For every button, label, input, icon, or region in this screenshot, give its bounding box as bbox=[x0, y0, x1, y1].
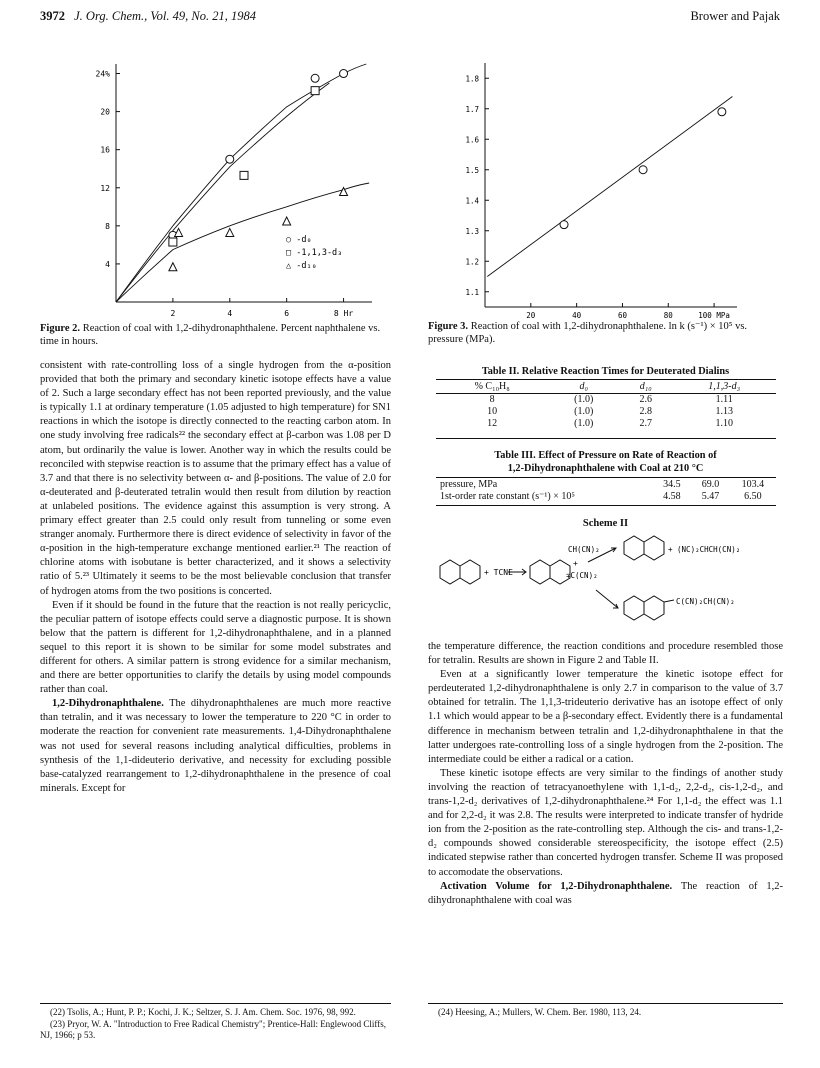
table-3-bottom-rule bbox=[436, 505, 776, 506]
scheme-product-1: + (NC)₂CHCH(CN)₂ bbox=[668, 545, 741, 554]
fit-line bbox=[487, 97, 732, 277]
table-2-header: d₁₀ bbox=[639, 381, 652, 392]
intermediate-ring bbox=[530, 560, 550, 584]
right-column-text bbox=[428, 640, 783, 908]
x-tick-label: 40 bbox=[572, 311, 582, 320]
table-cell: 2.8 bbox=[639, 406, 652, 417]
y-tick-label: 1.3 bbox=[465, 226, 479, 236]
scheme-2-title: Scheme II bbox=[582, 518, 629, 529]
table-row bbox=[436, 406, 776, 418]
page-authors: Brower and Pajak bbox=[690, 9, 780, 23]
section-heading-activation-volume: Activation Volume for 1,2-Dihydronaphthalene. bbox=[440, 880, 673, 892]
page-number: 3972 bbox=[40, 9, 65, 23]
table-3-title-line-2: 1,2-Dihydronaphthalene with Coal at 210 °C bbox=[507, 463, 704, 474]
figure-3-caption-text: Reaction of coal with 1,2-dihydronaphthalene. ln k (s⁻¹) × 10⁵ vs. pressure (MPa). bbox=[428, 321, 748, 345]
product-ring bbox=[644, 596, 664, 620]
y-tick-label: 1.4 bbox=[465, 196, 479, 206]
x-tick-label: 100 MPa bbox=[698, 311, 730, 320]
figure-2-caption-label: Figure 2. bbox=[40, 323, 81, 334]
table-2-bottom-rule bbox=[436, 438, 776, 439]
table-2-header-row bbox=[436, 381, 776, 393]
table-cell: 1.11 bbox=[715, 394, 733, 405]
y-tick-label: 1.1 bbox=[465, 287, 479, 297]
table-cell: 103.4 bbox=[741, 479, 765, 490]
table-cell: 4.58 bbox=[663, 491, 681, 502]
figure-2-chart bbox=[60, 52, 390, 324]
legend-entry: ○ -d₀ bbox=[286, 235, 312, 245]
y-tick-label: 1.6 bbox=[465, 135, 479, 145]
legend-entry: □ -1,1,3-d₃ bbox=[286, 248, 343, 258]
x-tick-label: 20 bbox=[526, 311, 536, 320]
data-point bbox=[169, 263, 177, 271]
product-ring bbox=[644, 536, 664, 560]
table-2-header: 1,1,3-d₃ bbox=[708, 381, 741, 392]
scheme-product-2: C(CN)₂CH(CN)₂ bbox=[676, 597, 735, 606]
journal-citation: J. Org. Chem., Vol. 49, No. 21, 1984 bbox=[74, 9, 256, 23]
figure-3-caption bbox=[428, 320, 783, 346]
table-2 bbox=[436, 381, 776, 430]
table-cell: 2.6 bbox=[639, 394, 652, 405]
footnote-24: (24) Heesing, A.; Mullers, W. Chem. Ber. 1980, 113, 24. bbox=[438, 1007, 642, 1017]
y-tick-label: 24% bbox=[95, 69, 110, 79]
table-cell: 10 bbox=[487, 406, 498, 417]
y-tick-label: 1.7 bbox=[465, 104, 479, 114]
table-cell: 34.5 bbox=[663, 479, 681, 490]
table-row bbox=[436, 479, 776, 491]
product-ring bbox=[624, 536, 644, 560]
data-point bbox=[226, 228, 234, 236]
y-tick-label: 4 bbox=[105, 259, 110, 269]
figure-3-chart bbox=[455, 55, 755, 320]
table-cell: (1.0) bbox=[574, 418, 594, 429]
table-cell: 69.0 bbox=[701, 479, 720, 490]
y-tick-label: 1.8 bbox=[465, 74, 479, 84]
table-cell: 6.50 bbox=[744, 491, 762, 502]
y-tick-label: 8 bbox=[105, 221, 110, 231]
product-ring bbox=[624, 596, 644, 620]
data-point bbox=[718, 108, 726, 116]
data-point bbox=[639, 166, 647, 174]
reactant-ring bbox=[440, 560, 460, 584]
table-cell: 5.47 bbox=[701, 491, 720, 502]
fitted-curve bbox=[116, 183, 369, 302]
table-cell: 1.13 bbox=[715, 406, 733, 417]
table-2-title: Table II. Relative Reaction Times for Deuterated Dialins bbox=[481, 366, 730, 377]
table-cell: 12 bbox=[487, 418, 498, 429]
table-cell: 8 bbox=[489, 394, 495, 405]
footnote-rule-right bbox=[428, 1003, 783, 1004]
x-tick-label: 6 bbox=[284, 309, 290, 318]
x-tick-label: 60 bbox=[617, 311, 627, 320]
table-row bbox=[436, 418, 776, 430]
table-3-title bbox=[428, 449, 783, 475]
left-paragraph-3-body: The dihydronaphthalenes are much more reactive than tetralin, and it was necessary to lower the temperature to 220 °C in order to moderate the reaction for convenient rate measurements. 1,4-Dihydronaphthalene was not used for several reasons including analytical difficulties, problems in synthesis of the 1,1-dideuterio derivative, and necessity for excluding possible base-catalyzed rearrangement to 1,2-dihydronaphthalene in the presence of coal minerals. Except for bbox=[40, 698, 391, 794]
data-point bbox=[560, 221, 568, 229]
footnotes-left bbox=[40, 1007, 391, 1042]
figure-2-caption-text: Reaction of coal with 1,2-dihydronaphthalene. Percent naphthalene vs. time in hours. bbox=[40, 323, 381, 347]
x-tick-label: 80 bbox=[663, 311, 673, 320]
table-3 bbox=[436, 479, 776, 503]
y-tick-label: 1.5 bbox=[465, 165, 479, 175]
x-tick-label: 8 Hr bbox=[333, 309, 354, 318]
scheme-c-cn2: ∓C(CN)₂ bbox=[566, 571, 598, 580]
footnote-23: (23) Pryor, W. A. "Introduction to Free Radical Chemistry"; Prentice-Hall: Englewood Cliffs, NJ, 1966; p 53. bbox=[40, 1018, 387, 1040]
table-3-title-line-1: Table III. Effect of Pressure on Rate of Reaction of bbox=[494, 450, 717, 461]
substituent-bond bbox=[664, 600, 674, 602]
y-tick-label: 1.2 bbox=[465, 257, 479, 267]
table-cell: pressure, MPa bbox=[440, 479, 498, 490]
table-cell: 1st-order rate constant (s⁻¹) × 10⁵ bbox=[440, 491, 575, 502]
reaction-arrow bbox=[596, 590, 618, 608]
table-row bbox=[436, 394, 776, 406]
footnote-rule-left bbox=[40, 1003, 391, 1004]
scheme-plus: + bbox=[573, 559, 578, 568]
figure-2-caption bbox=[40, 322, 385, 348]
table-2-header: d₀ bbox=[579, 381, 588, 392]
table-2-top-rule bbox=[436, 379, 776, 380]
left-paragraph-1: consistent with rate-controlling loss of a single hydrogen from the α-position provided that both the primary and secondary kinetic isotope effects have a value of 2. Such a large secondary effect has not been reported previously, and the value is typically 1.1 at ordinary temperature (1.05 adjusted to high temperature) for SN1 reactions in which the isotope is directly connected to the reacting carbon atom. In one study involving free radicals²² the secondary effect at β-carbon was 1.08 per D atom, but ordinarily the value is lower. Another way in which the results could be reconciled with stepwise reaction is to assume that the primary effect has a value of 3.7 and that there is no selectivity between α- and β-positions. The value of 2.0 for α-deuterated and β-deuterated tetralin would then result from dilution by reaction at unlabeled positions. The evidence against this assumption is very strong. A primary effect greater than 2.5 could only result from tunneling or some even stranger anomaly. Furthermore there is direct evidence of selectivity in favor of the α-position in the high-temperature exchange mentioned earlier.²¹ The reaction of chlorine atoms with isobutane is better characterized, and it shows a selectivity ratio of 5.²³ Ultimately it seems to be the most believable conclusion that transfer of hydrogen atoms from the two positions is concerted. bbox=[40, 360, 391, 597]
table-2-header: % C₁₀H₈ bbox=[474, 381, 510, 392]
legend-entry: △ -d₁₀ bbox=[286, 261, 317, 271]
section-heading-dihydronaphthalene: 1,2-Dihydronaphthalene. bbox=[52, 698, 164, 710]
x-tick-label: 4 bbox=[227, 309, 233, 318]
right-paragraph-2: Even at a significantly lower temperature the kinetic isotope effect for perdeuterated 1,2-dihydronaphthalene is only 2.7 in comparison to the value of 3.7 obtained for tetralin. The 1,1,3-trideuterio derivative has an isotope effect of only 1.1 which would appear to be a β-secondary effect. Evidently there is a fundamental difference in mechanism between tetralin and 1,2-dihydronaphthalene in that the latter undergoes rate-controlling loss of a single hydrogen from the 2-position. The intermediate could be either a radical or a cation. bbox=[428, 669, 783, 765]
data-point bbox=[226, 155, 234, 163]
right-paragraph-4 bbox=[428, 880, 783, 908]
data-point bbox=[240, 171, 248, 179]
y-tick-label: 20 bbox=[100, 107, 110, 117]
left-paragraph-2: Even if it should be found in the future that the reaction is not really pericyclic, the peculiar pattern of isotope effects could serve a diagnostic purpose. It is shown below that the pattern is different for 1,2-dihydronaphthalene, and in a planned sequel to this report it is shown to be similar for some model substrates and different for others. A similar pattern is strong evidence for a similar mechanism, and there are better opportunities to clarify the details by using model compounds rather than coal. bbox=[40, 599, 391, 696]
right-paragraph-1: the temperature difference, the reaction conditions and procedure resembled those for tetralin. Results are shown in Figure 2 and Table II. bbox=[428, 641, 783, 667]
x-tick-label: 2 bbox=[170, 309, 176, 318]
page-header-left bbox=[40, 9, 256, 24]
figure-3-caption-label: Figure 3. bbox=[428, 321, 469, 332]
table-cell: (1.0) bbox=[574, 394, 594, 405]
scheme-ch-cn2: CH(CN)₂ bbox=[568, 545, 600, 554]
y-tick-label: 12 bbox=[100, 183, 110, 193]
table-3-top-rule bbox=[436, 477, 776, 478]
left-paragraph-3 bbox=[40, 697, 391, 796]
right-paragraph-4-body: The reaction of 1,2-dihydronaphthalene with coal was bbox=[428, 880, 783, 906]
left-column-text bbox=[40, 359, 391, 796]
data-point bbox=[169, 238, 177, 246]
table-cell: 1.10 bbox=[715, 418, 733, 429]
data-point bbox=[283, 217, 291, 225]
footnotes-right bbox=[428, 1007, 783, 1019]
table-cell: (1.0) bbox=[574, 406, 594, 417]
right-paragraph-3: These kinetic isotope effects are very similar to the findings of another study involving the reaction of tetracyanoethylene with 1,1-d₂, 2,2-d₂, cis-1,2-d₂, and trans-1,2-d₂ derivatives of 1,2-dihydronaphthalene.²⁴ For 1,1-d₂ the effect was 1.1 and for 2,2-d₂ it was 2.8. The results were interpreted to indicate transfer of hydride ion from the 2-position as the rate-controlling step. Although the cis- and trans-1,2-d₂ compounds showed considerable stereospecificity, the isotope effect (2.5) indicated stepwise rather than concerted hydrogen transfer. Scheme II was proposed to accomodate the observations. bbox=[428, 767, 783, 878]
table-cell: 2.7 bbox=[639, 418, 652, 429]
table-row bbox=[436, 491, 776, 503]
reactant-ring bbox=[460, 560, 480, 584]
scheme-2-diagram bbox=[428, 534, 783, 626]
y-tick-label: 16 bbox=[100, 145, 110, 155]
footnote-22: (22) Tsolis, A.; Hunt, P. P.; Kochi, J. K.; Seltzer, S. J. Am. Chem. Soc. 1976, 98, 992. bbox=[50, 1007, 356, 1017]
data-point bbox=[311, 87, 319, 95]
data-point bbox=[340, 70, 348, 78]
data-point bbox=[311, 74, 319, 82]
fitted-curve bbox=[116, 64, 366, 302]
scheme-tcne: + TCNE bbox=[484, 568, 513, 577]
